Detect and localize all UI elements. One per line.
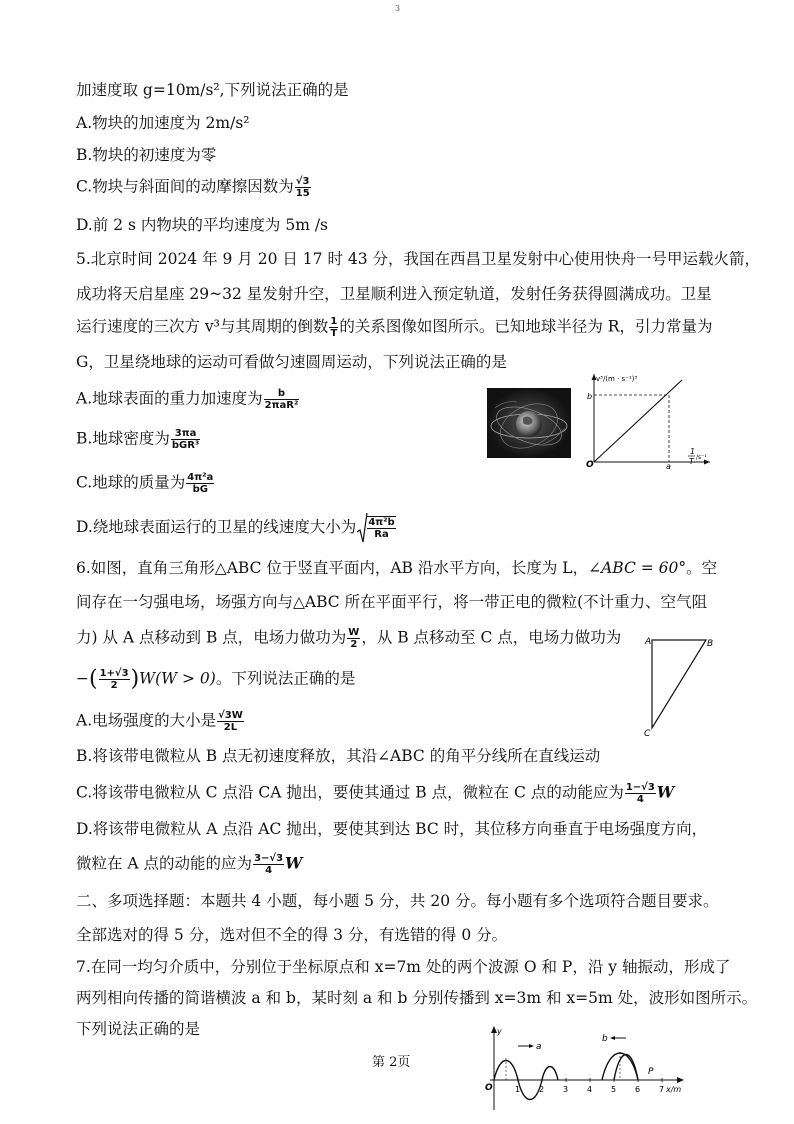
- page-number: 第 2页: [372, 1055, 411, 1070]
- question-5-stem-line-4: G，卫星绕地球的运动可看做匀速圆周运动，下列说法正确的是: [76, 353, 507, 371]
- q5-option-c: C.地球的质量为 $\frac{\text{4π²a}}{bG}$: [76, 472, 214, 495]
- vertex-a-label: A: [645, 637, 652, 647]
- question-6-stem-line-4: −( $\frac{1+√3}{2}$ )W(W > 0)。下列说法正确的是: [76, 666, 356, 692]
- graph1-b-label: b: [587, 392, 593, 401]
- wave-tick-label: 3: [563, 1085, 569, 1094]
- triangle-abc-diagram: [640, 632, 720, 740]
- q5-option-b: B.地球密度为 $\frac{3\pi a}{\text{bGR³}}$: [76, 428, 200, 451]
- wave-tick-label: 4: [587, 1085, 593, 1094]
- question-7-stem-line-2: 两列相向传播的简谐横波 a 和 b，某时刻 a 和 b 分别传播到 x=3m 和 x=5m 处，波形如图所示。: [76, 989, 758, 1007]
- question-5-stem-line-3: 运行速度的三次方 v³与其周期的倒数 $\frac{1}{T}$ 的关系图像如图所示。已知地球半径为 R，引力常量为: [76, 316, 713, 339]
- q6-option-d-line-1: D.将该带电微粒从 A 点沿 AC 抛出，要使其到达 BC 时，其位移方向垂直于电场强度方向，: [76, 820, 708, 838]
- graph1-x-num: 1: [690, 447, 696, 456]
- graph1-x-den: T: [689, 457, 694, 466]
- q5-option-a: A.地球表面的重力加速度为 $\frac{b}{\text{2πaR²}}$: [76, 388, 299, 411]
- fraction: $\frac{√3}{15}$: [295, 176, 310, 199]
- wave-tick-label: 7: [659, 1085, 665, 1094]
- wave-y-label: y: [497, 1027, 502, 1036]
- question-7-stem-line-3: 下列说法正确的是: [76, 1020, 201, 1038]
- question-6-stem-line-2: 间存在一匀强电场，场强方向与△ABC 所在平面平行，将一带正电的微粒(不计重力、空气阻: [76, 593, 708, 611]
- wave-diagram: [478, 1024, 690, 1114]
- wave-tick-label: 2: [539, 1085, 545, 1094]
- wave-tick-label: 6: [635, 1085, 641, 1094]
- section-2-heading-line-1: 二、多项选择题：本题共 4 小题，每小题 5 分，共 20 分。每小题有多个选项符合题目要求。: [76, 892, 719, 910]
- wave-b-label: b: [602, 1034, 608, 1044]
- page-marker: 3: [395, 4, 401, 13]
- q6-option-a: A.电场强度的大小是 $\frac{√3W}{2L}$: [76, 710, 243, 733]
- graph1-y-axis-label: v³/(m · s⁻¹)³: [596, 375, 638, 383]
- wave-tick-label: 5: [611, 1085, 617, 1094]
- section-2-heading-line-2: 全部选对的得 5 分，选对但不全的得 3 分，有选错的得 0 分。: [76, 926, 508, 944]
- v3-vs-inverse-period-graph: [578, 370, 718, 470]
- q4-option-c: C.物块与斜面间的动摩擦因数为 $\frac{√3}{15}$: [76, 176, 310, 199]
- wave-x-axis-label: x/m: [666, 1085, 682, 1094]
- q6-option-c: C.将该带电微粒从 C 点沿 CA 抛出，要使其通过 B 点，微粒在 C 点的动能应为 $\frac{1-√3}{4}$ W: [76, 782, 675, 805]
- wave-a-label: a: [536, 1042, 542, 1052]
- question-5-stem-line-2: 成功将天启星座 29~32 星发射升空，卫星顺利进入预定轨道，发射任务获得圆满成功。卫星: [76, 285, 712, 303]
- question-7-stem-line-1: 7.在同一均匀介质中，分别位于坐标原点和 x=7m 处的两个波源 O 和 P，沿 y 轴振动，形成了: [76, 958, 731, 976]
- earth-orbit-photo: [487, 388, 571, 458]
- q6-option-d-line-2: 微粒在 A 点的动能的应为 $\frac{3-√3}{4}$ W: [76, 853, 303, 876]
- question-4-continuation: 加速度取 g=10m/s²,下列说法正确的是: [76, 81, 349, 99]
- wave-tick-label: 1: [515, 1085, 521, 1094]
- wave-origin-label: O: [485, 1083, 493, 1093]
- q6-option-b: B.将该带电微粒从 B 点无初速度释放，其沿∠ABC 的角平分线所在直线运动: [76, 747, 601, 765]
- graph1-origin: O: [586, 460, 594, 470]
- q4-option-a: A.物块的加速度为 2m/s²: [76, 114, 250, 132]
- q5-option-d: D.绕地球表面运行的卫星的线速度大小为 $\frac{\text{4π²b}}{Ra}$: [76, 512, 397, 544]
- vertex-c-label: C: [644, 729, 651, 739]
- q4-option-d: D.前 2 s 内物块的平均速度为 5m /s: [76, 216, 328, 234]
- graph1-x-unit: /s⁻¹: [696, 454, 707, 461]
- question-6-stem-line-3: 力) 从 A 点移动到 B 点，电场力做功为 $\frac{W}{2}$ ，从 B 点移动至 C 点，电场力做功为: [76, 627, 622, 650]
- graph1-a-label: a: [666, 462, 671, 470]
- point-p-label: P: [648, 1067, 654, 1077]
- q4-option-b: B.物块的初速度为零: [76, 146, 217, 164]
- square-root: $\frac{\text{4π²b}}{Ra}$: [356, 512, 396, 544]
- vertex-b-label: B: [707, 639, 714, 649]
- question-6-stem-line-1: 6.如图，直角三角形△ABC 位于竖直平面内，AB 沿水平方向，长度为 L，∠ABC = 60°。空: [76, 559, 718, 577]
- question-5-stem-line-1: 5.北京时间 2024 年 9 月 20 日 17 时 43 分，我国在西昌卫星发射中心使用快舟一号甲运载火箭，: [76, 250, 761, 268]
